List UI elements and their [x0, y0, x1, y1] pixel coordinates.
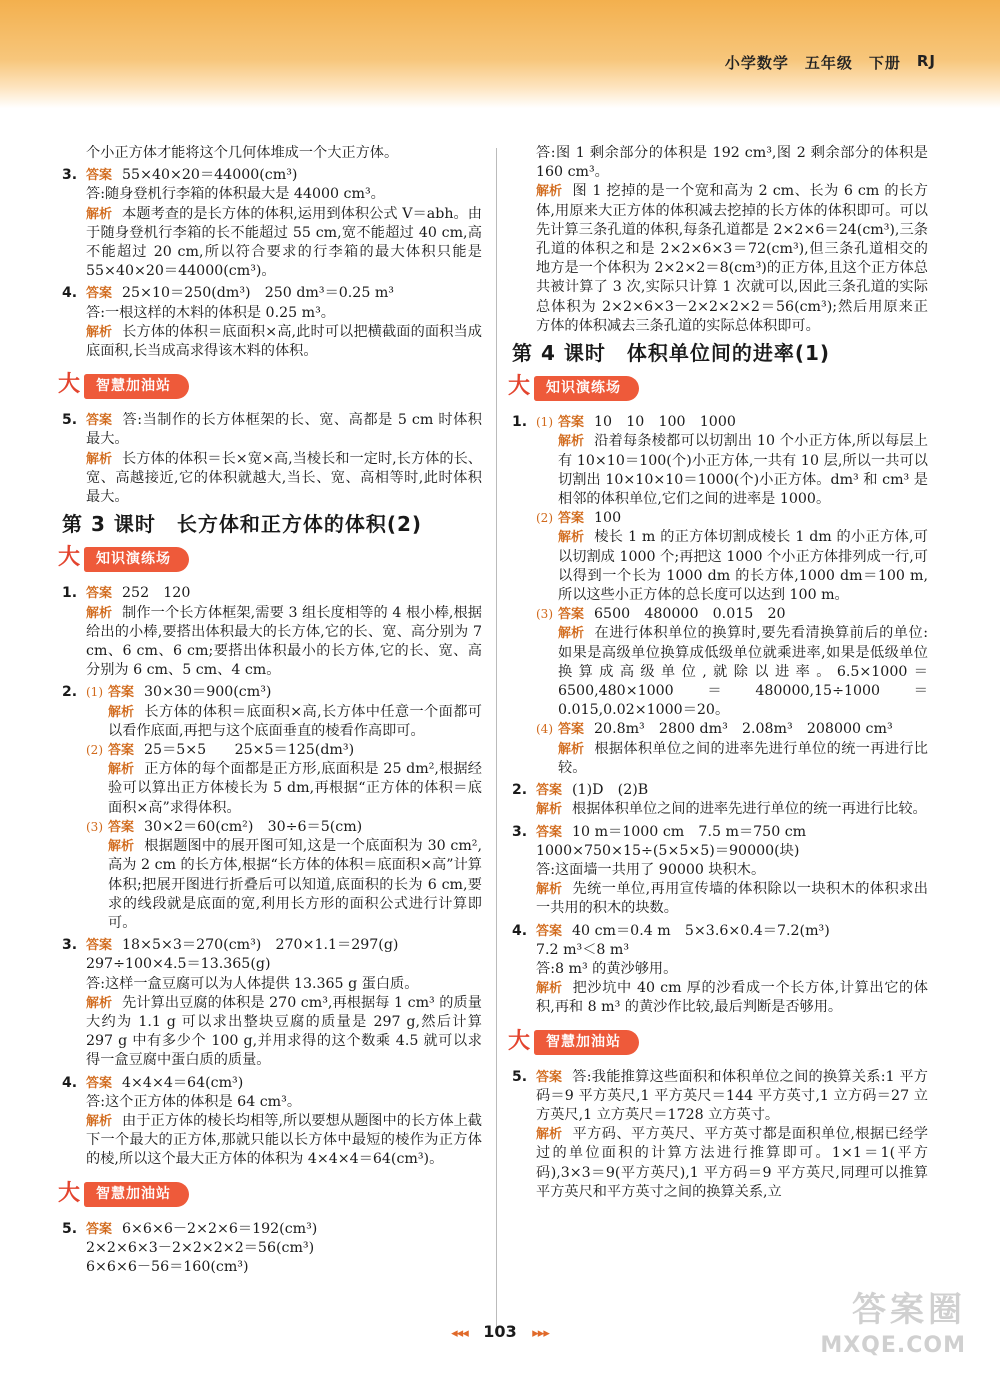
analysis-text: 根据体积单位之间的进率先进行单位的统一再进行比较。 — [572, 801, 927, 818]
banner-logo-icon: 大 — [508, 1028, 531, 1054]
answer-tag: 答案 — [86, 168, 113, 184]
analysis-tag: 解析 — [108, 704, 135, 720]
question-number: 1. — [512, 414, 528, 431]
exercise-4 — [512, 922, 928, 1018]
analysis-text: 本题考查的是长方体的体积,运用到体积公式 V＝abh。由于随身登机行李箱的长不能超过 55 cm,宽不能超过 40 cm,高不能超过 20 cm,所以符合要求的行李箱的最大体积只能是 55×40×20＝44000(cm³)。 — [86, 205, 482, 280]
banner-label: 智慧加油站 — [84, 374, 189, 399]
section-banner-boost — [54, 1182, 482, 1208]
analysis-text: 长方体的体积＝底面积×高,长方体中任意一个面都可以看作底面,再把与这个底面垂直的棱看作高即可。 — [108, 703, 482, 739]
answer-line: 答:这样一盒豆腐可以为人体提供 13.365 g 蛋白质。 — [86, 975, 419, 992]
exercise-1 — [512, 413, 928, 778]
analysis-tag: 解析 — [558, 434, 585, 450]
question-number: 3. — [62, 937, 78, 954]
answer-line: 答:随身登机行李箱的体积最大是 44000 cm³。 — [86, 186, 385, 203]
question-number: 1. — [62, 585, 78, 602]
lesson-title: 第 4 课时 体积单位间的进率(1) — [512, 341, 831, 366]
analysis-text: 把沙坑中 40 cm 厚的沙看成一个长方体,计算出它的体积,再和 8 m³ 的黄沙作比较,最后判断是否够用。 — [536, 980, 928, 1016]
sub-number: (3) — [86, 819, 103, 834]
analysis-text: 棱长 1 m 的正方体切割成棱长 1 dm 的小正方体,可以切割成 1000 个;再把这 1000 个小正方体排列成一行,可以得到一个长为 1000 dm 的长方体,1000 dm＝100 m,所以这些小正方体的总长度可以达到 100 m。 — [558, 529, 928, 604]
exercise-5 — [512, 1068, 928, 1202]
prev-arrows-icon: ◂◂◂ — [451, 1326, 468, 1341]
exercise-3 — [62, 936, 482, 1070]
answer-line: 7.2 m³＜8 m³ — [536, 941, 630, 958]
answer-text: 答:我能推算这些面积和体积单位之间的换算关系:1 平方码＝9 平方英尺,1 平方英尺＝144 平方英寸,1 立方码＝27 立方英尺,1 立方英尺＝1728 立方英寸。 — [536, 1068, 928, 1123]
answer-line: 297÷100×4.5＝13.365(g) — [86, 956, 271, 973]
answer-text: (1)D (2)B — [572, 782, 649, 799]
answer-tag: 答案 — [86, 286, 113, 302]
intro-text: 个小正方体才能将这个几何体堆成一个大正方体。 — [86, 145, 399, 161]
section-banner-practice — [54, 546, 482, 572]
question-number: 5. — [62, 412, 78, 429]
answer-line: 答:这个正方体的体积是 64 cm³。 — [86, 1093, 302, 1110]
analysis-text: 正方体的每个面都是正方形,底面积是 25 dm²,根据经验可以算出正方体棱长为 5 dm,再根据“正方体的体积＝底面积×高”求得体积。 — [108, 761, 482, 816]
question-number: 5. — [62, 1220, 78, 1237]
exercise-5 — [62, 1220, 482, 1278]
section-banner-boost — [504, 1030, 928, 1056]
analysis-tag: 解析 — [86, 206, 113, 222]
analysis-tag: 解析 — [86, 451, 113, 467]
analysis-text: 先计算出豆腐的体积是 270 cm³,再根据每 1 cm³ 的质量大约为 1.1 g 可以求出整块豆腐的质量是 297 g,然后计算 297 g 中有多少个 100 g,并用求得的这个数乘 4.5 就可以求得一盒豆腐中蛋白质的质量。 — [86, 994, 482, 1069]
banner-label: 知识演练场 — [534, 376, 639, 401]
answer-text: 10 10 100 1000 — [594, 414, 736, 431]
answer-tag: 答案 — [536, 1069, 563, 1085]
next-arrows-icon: ▸▸▸ — [532, 1326, 549, 1341]
banner-logo-icon: 大 — [58, 545, 81, 571]
analysis-text: 沿着每条棱都可以切割出 10 个小正方体,所以每层上有 10×10＝100(个)小正方体,一共有 10 层,所以一共可以切割出 10×10×10＝1000(个)小正方体。dm³ 和 cm³ 是相邻的体积单位,它们之间的进率是 1000。 — [558, 433, 928, 508]
answer-line: 1000×750×15÷(5×5×5)＝90000(块) — [536, 842, 800, 859]
analysis-tag: 解析 — [536, 802, 563, 818]
answer-tag: 答案 — [108, 819, 135, 835]
sub-number: (3) — [536, 607, 553, 622]
answer-tag: 答案 — [86, 586, 113, 602]
analysis-text: 图 1 挖掉的是一个宽和高为 2 cm、长为 6 cm 的长方体,用原来大正方体的体积减去挖掉的长方体的体积即可。可以先计算三条孔道的体积,每条孔道都是 2×2×6＝24(cm³),三条孔道的体积之和是 2×2×6×3＝72(cm³),但三条孔道相交的地方是一个体积为 2×2×2＝8(cm³)的正方体,且这个正方体总共被计算了 3 次,实际只计算 1 次就可以,因此三条孔道的实际总体积为 2×2×6×3－2×2×2×2＝56(cm³);然后用原来正方体的体积减去三条孔道的实际总体积即可。 — [536, 183, 928, 334]
watermark-title: 答案圈 — [852, 1290, 966, 1330]
sub-number: (1) — [86, 685, 103, 700]
question-number: 3. — [512, 823, 528, 840]
question-number: 4. — [512, 922, 528, 939]
exercise-4 — [62, 1074, 482, 1170]
volume-label: 下册 — [868, 54, 901, 72]
question-number: 4. — [62, 285, 78, 302]
answer-tag: 答案 — [108, 743, 135, 759]
question-3 — [62, 166, 482, 281]
section-banner-practice — [504, 375, 928, 401]
header-info — [725, 52, 936, 73]
answer-line: 答:一根这样的木料的体积是 0.25 m³。 — [86, 304, 335, 321]
analysis-tag: 解析 — [86, 1113, 113, 1129]
banner-logo-icon: 大 — [508, 374, 531, 400]
answer-line: 答:图 1 剩余部分的体积是 192 cm³,图 2 剩余部分的体积是 160 cm³。 — [536, 145, 928, 181]
answer-text: 10 m＝1000 cm 7.5 m＝750 cm — [572, 823, 807, 840]
banner-logo-icon: 大 — [58, 372, 81, 398]
banner-logo-icon: 大 — [58, 1180, 81, 1206]
analysis-tag: 解析 — [558, 741, 585, 757]
left-column — [58, 144, 482, 1280]
answer-text: 25×10＝250(dm³) 250 dm³＝0.25 m³ — [122, 285, 394, 302]
analysis-text: 根据题图中的展开图可知,这是一个底面积为 30 cm²,高为 2 cm 的长方体,根据“长方体的体积＝底面积×高”计算体积;把展开图进行折叠后可以知道,底面积的长为 6 cm,要求的线段就是底面的宽,利用长方形的面积公式进行计算即可。 — [108, 838, 482, 931]
answer-text: 18×5×3＝270(cm³) 270×1.1＝297(g) — [122, 937, 399, 954]
watermark-url: MXQE.COM — [820, 1333, 966, 1358]
answer-text: 40 cm＝0.4 m 5×3.6×0.4＝7.2(m³) — [572, 922, 830, 939]
answer-tag: 答案 — [536, 824, 563, 840]
answer-line: 2×2×6×3－2×2×2×2＝56(cm³) — [86, 1239, 315, 1256]
question-5 — [62, 411, 482, 507]
analysis-tag: 解析 — [536, 184, 563, 200]
answer-text: 6×6×6－2×2×6＝192(cm³) — [122, 1220, 318, 1237]
question-number: 5. — [512, 1068, 528, 1085]
answer-text: 30×2＝60(cm²) 30÷6＝5(cm) — [144, 818, 363, 835]
answer-text: 100 — [594, 510, 622, 527]
question-4 — [62, 284, 482, 361]
answer-tag: 答案 — [536, 923, 563, 939]
analysis-tag: 解析 — [86, 605, 113, 621]
section-banner-boost — [54, 373, 482, 399]
analysis-tag: 解析 — [536, 882, 563, 898]
answer-tag: 答案 — [536, 783, 563, 799]
answer-line: 6×6×6－56＝160(cm³) — [86, 1258, 249, 1275]
analysis-tag: 解析 — [86, 324, 113, 340]
analysis-text: 由于正方体的棱长均相等,所以要想从题图中的长方体上截下一个最大的正方体,那就只能以长方体中最短的棱作为正方体的棱,所以这个最大正方体的体积为 4×4×4＝64(cm³)。 — [86, 1112, 482, 1168]
answer-text: 55×40×20＝44000(cm³) — [122, 167, 298, 184]
question-number: 3. — [62, 167, 78, 184]
page-footer — [0, 1322, 1000, 1341]
banner-label: 智慧加油站 — [534, 1030, 639, 1055]
answer-text: 答:当制作的长方体框架的长、宽、高都是 5 cm 时体积最大。 — [86, 412, 482, 448]
answer-text: 30×30＝900(cm³) — [144, 684, 272, 701]
answer-line: 答:这面墙一共用了 90000 块积木。 — [536, 861, 766, 878]
answer-tag: 答案 — [86, 1221, 113, 1237]
edition-label: RJ — [916, 52, 936, 70]
analysis-text: 长方体的体积＝底面积×高,此时可以把横截面的面积当成底面积,长当成高求得该木料的体积。 — [86, 323, 482, 360]
subject-label: 小学数学 — [724, 54, 789, 72]
answer-tag: 答案 — [558, 511, 585, 527]
analysis-text: 长方体的体积＝长×宽×高,当棱长和一定时,长方体的长、宽、高越接近,它的体积就越大,当长、宽、高相等时,此时体积最大。 — [86, 450, 482, 506]
column-divider — [496, 148, 497, 1328]
exercise-1 — [62, 584, 482, 680]
analysis-tag: 解析 — [86, 995, 113, 1011]
answer-tag: 答案 — [86, 938, 113, 954]
analysis-tag: 解析 — [108, 839, 135, 855]
right-column — [508, 144, 928, 1205]
exercise-3 — [512, 823, 928, 919]
analysis-text: 在进行体积单位的换算时,要先看清换算前后的单位:如果是高级单位换算成低级单位就乘进率,如果是低级单位换算成高级单位,就除以进率。6.5×1000＝6500,480×1000＝480000,15÷1000＝0.015,0.02×1000＝20。 — [558, 625, 928, 719]
analysis-tag: 解析 — [558, 626, 585, 642]
answer-text: 6500 480000 0.015 20 — [594, 606, 786, 623]
answer-text: 20.8m³ 2800 dm³ 2.08m³ 208000 cm³ — [594, 721, 893, 738]
exercise-2 — [62, 683, 482, 933]
answer-tag: 答案 — [86, 1075, 113, 1091]
exercise-2 — [512, 781, 928, 819]
sub-number: (2) — [536, 511, 553, 526]
analysis-text: 根据体积单位之间的进率先进行单位的统一再进行比较。 — [558, 740, 928, 776]
question-number: 2. — [512, 782, 528, 799]
question-number: 2. — [62, 684, 78, 701]
analysis-tag: 解析 — [558, 530, 585, 546]
question-number: 4. — [62, 1074, 78, 1091]
analysis-text: 先统一单位,再用宣传墙的体积除以一块积木的体积求出一共用的积木的块数。 — [536, 881, 928, 917]
banner-label: 知识演练场 — [84, 547, 189, 572]
answer-text: 4×4×4＝64(cm³) — [122, 1074, 244, 1091]
sub-number: (1) — [536, 415, 553, 430]
continued-answer — [512, 144, 928, 336]
grade-label: 五年级 — [804, 54, 853, 72]
answer-tag: 答案 — [558, 415, 585, 431]
sub-number: (2) — [86, 743, 103, 758]
answer-text: 252 120 — [122, 585, 191, 602]
banner-label: 智慧加油站 — [84, 1182, 189, 1207]
analysis-tag: 解析 — [108, 762, 135, 778]
analysis-text: 平方码、平方英尺、平方英寸都是面积单位,根据已经学过的单位面积的计算方法进行推算即可。1×1＝1(平方码),3×3＝9(平方英尺),1 平方码＝9 平方英尺,同理可以推算平方英尺和平方英寸之间的换算关系,立 — [536, 1126, 928, 1200]
page-number: 103 — [483, 1322, 517, 1341]
analysis-text: 制作一个长方体框架,需要 3 组长度相等的 4 根小棒,根据给出的小棒,要搭出体积最大的长方体,它的长、宽、高分别为 7 cm、6 cm、6 cm;要搭出体积最小的长方体,它的长、宽、高分别为 6 cm、5 cm、4 cm。 — [86, 604, 482, 679]
answer-line: 答:8 m³ 的黄沙够用。 — [536, 960, 678, 977]
answer-text: 25＝5×5 25×5＝125(dm³) — [144, 742, 355, 759]
answer-tag: 答案 — [558, 722, 585, 738]
sub-number: (4) — [536, 722, 553, 737]
analysis-tag: 解析 — [536, 1127, 563, 1143]
lesson-title: 第 3 课时 长方体和正方体的体积(2) — [62, 512, 423, 537]
answer-tag: 答案 — [86, 413, 113, 429]
answer-tag: 答案 — [108, 685, 135, 701]
analysis-tag: 解析 — [536, 981, 563, 997]
answer-tag: 答案 — [558, 607, 585, 623]
